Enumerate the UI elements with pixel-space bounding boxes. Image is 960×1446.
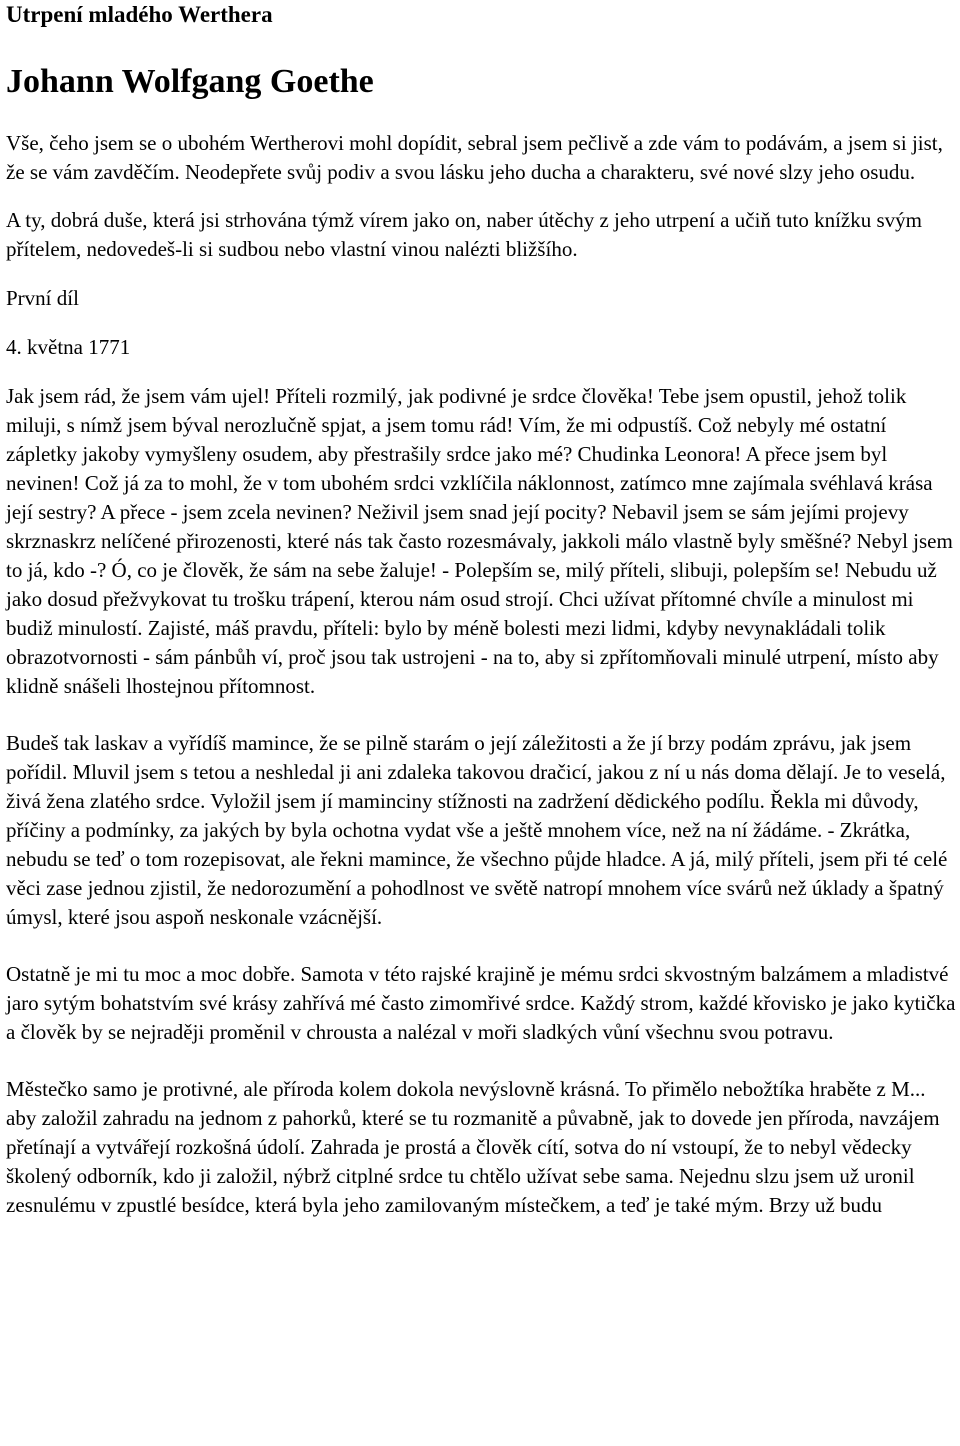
document-title: Utrpení mladého Werthera	[6, 2, 273, 27]
letter-paragraph: Jak jsem rád, že jsem vám ujel! Příteli rozmilý, jak podivné je srdce člověka! Tebe jsem opustil, jehož tolik miluji, s nímž jsem býval nerozlučně spjat, a jsem tomu rád! Vím, že mi odpustíš. Což nebyly mé ostatní zápletky jakoby vymyšleny osudem, aby přestrašily srdce jako mé? Chudinka Leonora! A přece jsem byl nevinen! Což já za to mohl, že v tom ubohém srdci vzklíčila náklonnost, zatímco mne zajímala svéhlavá krása její sestry? A přece - jsem zcela nevinen? Neživil jsem snad její pocity? Nebavil jsem se sám jejími projevy skrznaskrz nelíčené přirozenosti, které nás tak často rozesmávaly, jakkoli málo vlastně byly směšné? Nebyl jsem to já, kdo -? Ó, co je člověk, že sám na sebe žaluje! - Polepším se, milý příteli, slibuji, polepším se! Nebudu už jako dosud přežvykovat tu trošku trápení, kterou nám osud strojí. Chci užívat přítomné chvíle a minulost mi budiž minulostí. Zajisté, máš pravdu, příteli: bylo by méně bolesti mezi lidmi, kdyby nevynakládali tolik obrazotvornosti - sám pánbůh ví, proč jsou tak ustrojeni - na to, aby si zpřítomňovali minulé utrpení, místo aby klidně snášeli lhostejnou přítomnost.	[6, 384, 953, 698]
letter-paragraph: Budeš tak laskav a vyřídíš mamince, že se pilně starám o její záležitosti a že jí brzy podám zprávu, jak jsem pořídil. Mluvil jsem s tetou a neshledal ji ani zdaleka takovou dračicí, jakou z ní u nás doma dělají. Je to veselá, živá žena zlatého srdce. Vyložil jsem jí maminciny stížnosti na zadržení dědického podílu. Řekla mi důvody, příčiny a podmínky, za jakých by byla ochotna vydat vše a ještě mnohem více, než na ní žádáme. - Zkrátka, nebudu se teď o tom rozepisovat, ale řekni mamince, že všechno půjde hladce. A já, milý příteli, jsem při té celé věci zase jednou zjistil, že nedorozumění a pohodlnost ve světě natropí mnohem více svárů než úklady a špatný úmysl, které jsou aspoň neskonale vzácnější.	[6, 731, 948, 929]
letter-date: 4. května 1771	[6, 335, 131, 359]
letter-paragraph: Městečko samo je protivné, ale příroda kolem dokola nevýslovně krásná. To přimělo nebožtíka hraběte z M... aby založil zahradu na jednom z pahorků, které se tu rozmanitě a půvabně, jak to dovede jen příroda, navzájem přetínají a vytvářejí rozkošná údolí. Zahrada je prostá a člověk cítí, sotva do ní vstoupí, že to nebyl vědecky školený odborník, kdo ji založil, nýbrž citplné srdce tu chtělo užívat sebe sama. Nejednu slzu jsem už uronil zesnulému v zpustlé besídce, která byla jeho zamilovaným místečkem, a teď je také mým. Brzy už budu	[6, 1077, 940, 1217]
intro-paragraph: Vše, čeho jsem se o ubohém Wertherovi mohl dopídit, sebral jsem pečlivě a zde vám to podávám, a jsem si jist, že se vám zavděčím. Neodepřete svůj podiv a svou lásku jeho ducha a charakteru, své nové slzy jeho osudu.	[6, 131, 943, 184]
author-heading: Johann Wolfgang Goethe	[6, 63, 374, 100]
document-page	[6, 0, 956, 1220]
letter-paragraph: Ostatně je mi tu moc a moc dobře. Samota v této rajské krajině je mému srdci skvostným balzámem a mladistvé jaro sytým bohatstvím své krásy zahřívá mé často zimomřivé srdce. Každý strom, každé křovisko je jako kytička a člověk by se nejraději proměnil v chrousta a nalézal v moři sladkých vůní všechnu svou potravu.	[6, 962, 956, 1044]
part-heading: První díl	[6, 286, 79, 310]
intro-paragraph: A ty, dobrá duše, která jsi strhována týmž vírem jako on, naber útěchy z jeho utrpení a učiň tuto knížku svým přítelem, nedovedeš-li si sudbou nebo vlastní vinou nalézti bližšího.	[6, 208, 922, 261]
